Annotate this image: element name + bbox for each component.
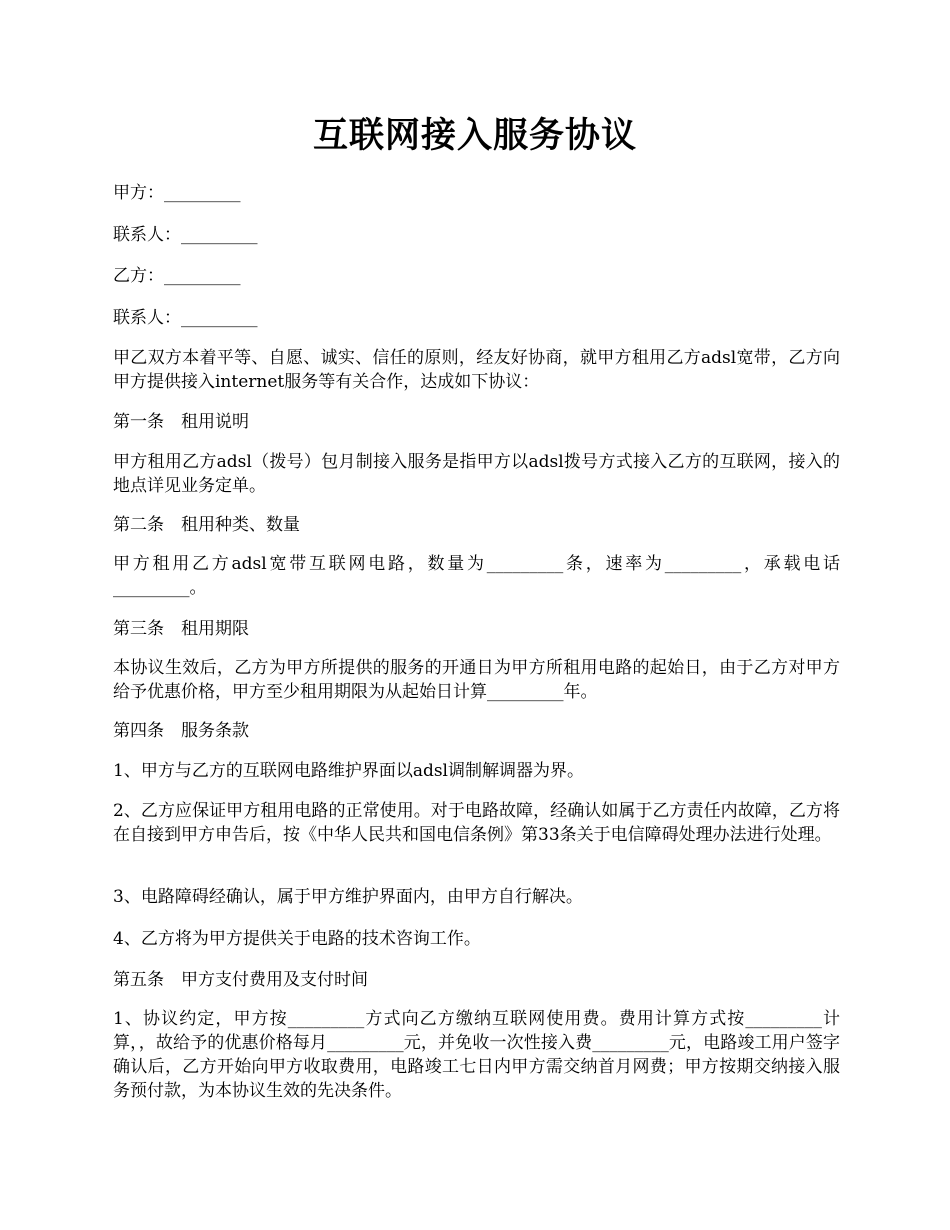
article-4-item-2: 2、乙方应保证甲方租用电路的正常使用。对于电路故障，经确认如属于乙方责任内故障，乙方将在自接到甲方申告后，按《中华人民共和国电信条例》第33条关于电信障碍处理办法进行处理。 — [113, 801, 840, 845]
document-title: 互联网接入服务协议 — [312, 115, 637, 156]
article-4-item-1: 1、甲方与乙方的互联网电路维护界面以adsl调制解调器为界。 — [113, 761, 584, 781]
article-4-item-3: 3、电路障碍经确认，属于甲方维护界面内，由甲方自行解决。 — [113, 887, 583, 907]
article-3-text: 本协议生效后，乙方为甲方所提供的服务的开通日为甲方所租用电路的起始日，由于乙方对甲方给予优惠价格，甲方至少租用期限为从起始日计算_________年。 — [113, 658, 840, 702]
party-b-field: 乙方：_________ — [113, 266, 241, 286]
contact-b-field: 联系人：_________ — [113, 308, 258, 328]
article-2-text: 甲方租用乙方adsl宽带互联网电路，数量为_________条，速率为_________，承载电话_________。 — [113, 554, 840, 598]
party-a-field: 甲方：_________ — [113, 183, 241, 203]
article-4-heading: 第四条 服务条款 — [113, 721, 249, 741]
article-3-heading: 第三条 租用期限 — [113, 619, 249, 639]
article-1-text: 甲方租用乙方adsl（拨号）包月制接入服务是指甲方以adsl拨号方式接入乙方的互联网，接入的地点详见业务定单。 — [113, 452, 840, 496]
article-5-heading: 第五条 甲方支付费用及支付时间 — [113, 970, 368, 990]
article-2-heading: 第二条 租用种类、数量 — [113, 515, 300, 535]
article-4-item-4: 4、乙方将为甲方提供关于电路的技术咨询工作。 — [113, 929, 481, 949]
article-1-heading: 第一条 租用说明 — [113, 412, 249, 432]
article-5-item-1: 1、协议约定，甲方按_________方式向乙方缴纳互联网使用费。费用计算方式按_________计算，，故给予的优惠价格每月_________元，并免收一次性接入费_________元，电路竣工用户签字确认后，乙方开始向甲方收取费用，电路竣工七日内甲方需交纳首月网费；甲方按期交纳接入服务预付款，为本协议生效的先决条件。 — [113, 1009, 840, 1101]
contact-a-field: 联系人：_________ — [113, 225, 258, 245]
intro-paragraph: 甲乙双方本着平等、自愿、诚实、信任的原则，经友好协商，就甲方租用乙方adsl宽带，乙方向甲方提供接入internet服务等有关合作，达成如下协议： — [113, 348, 840, 392]
